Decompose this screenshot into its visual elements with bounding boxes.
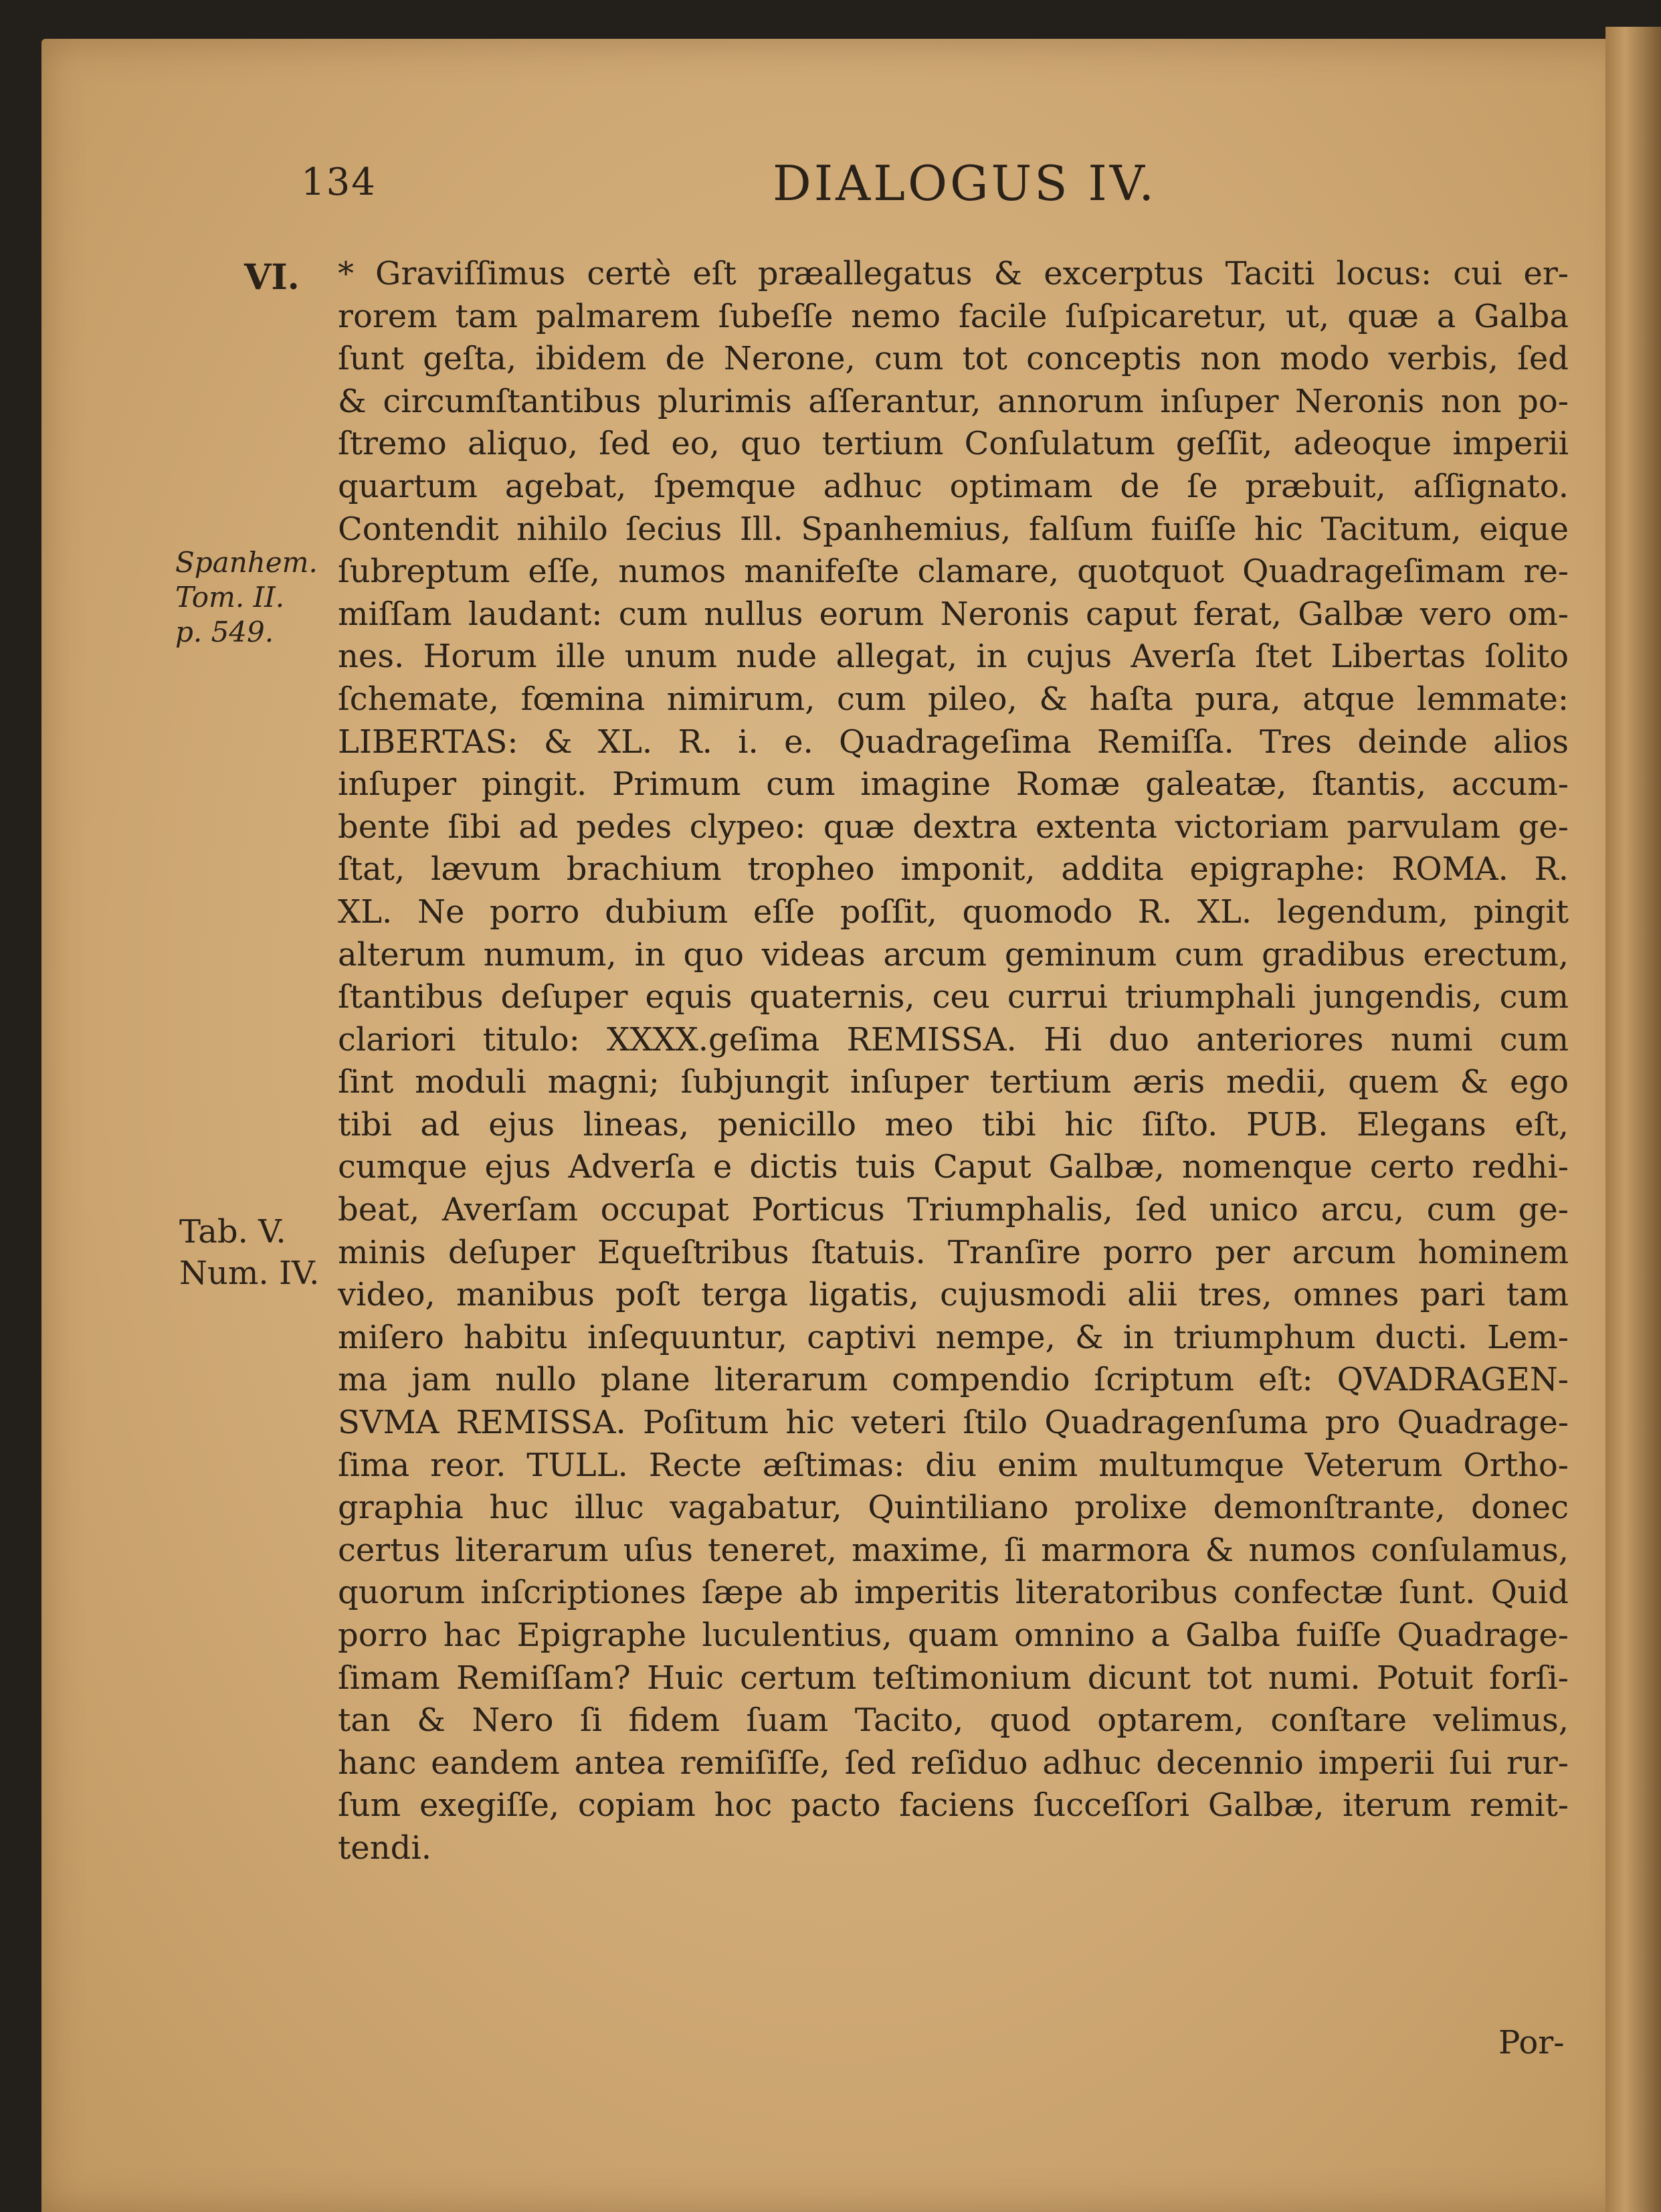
text-line: inſuper pingit. Primum cum imagine Romæ galeatæ, ſtantis, accum-: [338, 765, 1569, 804]
text-line: LIBERTAS: & XL. R. i. e. Quadrageſima Remiſſa. Tres deinde alios: [338, 723, 1569, 761]
margin-reference: [175, 545, 318, 650]
text-line: XL. Ne porro dubium eſſe poſſit, quomodo R. XL. legendum, pingit: [338, 893, 1569, 931]
text-line: ſint moduli magni; ſubjungit inſuper tertium æris medii, quem & ego: [338, 1063, 1569, 1101]
text-line: cumque ejus Adverſa e dictis tuis Caput Galbæ, nomenque certo redhi-: [338, 1148, 1569, 1186]
text-line: miſero habitu inſequuntur, captivi nempe, & in triumphum ducti. Lem-: [338, 1318, 1569, 1356]
text-line: ſtantibus deſuper equis quaternis, ceu currui triumphali jungendis, cum: [338, 978, 1569, 1016]
text-line: Contendit nihilo ſecius Ill. Spanhemius, falſum fuiſſe hic Tacitum, eique: [338, 510, 1569, 548]
text-line: certus literarum uſus teneret, maxime, ſi marmora & numos conſulamus,: [338, 1531, 1569, 1569]
running-title: DIALOGUS IV.: [773, 155, 1157, 211]
text-line: porro hac Epigraphe luculentius, quam omnino a Galba fuiſſe Quadrage-: [338, 1617, 1569, 1654]
text-line: minis deſuper Equeſtribus ſtatuis. Tranſire porro per arcum hominem: [338, 1233, 1569, 1271]
text-line: ſima reor. TULL. Recte æſtimas: diu enim multumque Veterum Ortho-: [338, 1446, 1569, 1484]
text-line: graphia huc illuc vagabatur, Quintiliano prolixe demonſtrante, donec: [338, 1489, 1569, 1527]
body-text: [338, 253, 1569, 1870]
margin-section-number: VI.: [244, 257, 300, 298]
text-line: ſchemate, fœmina nimirum, cum pileo, & haſta pura, atque lemmate:: [338, 680, 1569, 718]
margin-plate-table: Tab. V.: [179, 1213, 286, 1251]
text-line: tendi.: [338, 1829, 431, 1867]
text-line: video, manibus poſt terga ligatis, cujusmodi alii tres, omnes pari tam: [338, 1276, 1569, 1314]
page-header: [0, 155, 1661, 229]
margin-plate-reference: [179, 1211, 319, 1294]
text-line: alterum numum, in quo videas arcum geminum cum gradibus erectum,: [338, 935, 1569, 974]
page-edge: [1605, 27, 1661, 2212]
text-line: tan & Nero ſi fidem ſuam Tacito, quod optarem, conſtare velimus,: [338, 1701, 1569, 1740]
margin-reference-volume: Tom. II.: [175, 581, 285, 614]
page-number: 134: [301, 161, 377, 204]
text-line: ſum exegiſſe, copiam hoc pacto faciens ſucceſſori Galbæ, iterum remit-: [338, 1786, 1569, 1825]
catchword: Por-: [1498, 2024, 1565, 2061]
text-line: nes. Horum ille unum nude allegat, in cujus Averſa ſtet Libertas ſolito: [338, 638, 1569, 676]
text-line: beat, Averſam occupat Porticus Triumphalis, ſed unico arcu, cum ge-: [338, 1191, 1569, 1229]
margin-reference-page: p. 549.: [175, 616, 274, 648]
text-line: ſtremo aliquo, ſed eo, quo tertium Conſulatum geſſit, adeoque imperii: [338, 425, 1569, 463]
text-line: ſunt geſta, ibidem de Nerone, cum tot conceptis non modo verbis, ſed: [338, 340, 1569, 378]
margin-plate-number: Num. IV.: [179, 1255, 320, 1292]
text-line: ſtat, lævum brachium tropheo imponit, addita epigraphe: ROMA. R.: [338, 850, 1569, 889]
text-line: quartum agebat, ſpemque adhuc optimam de ſe præbuit, aſſignato.: [338, 467, 1569, 505]
text-line: SVMA REMISSA. Poſitum hic veteri ſtilo Quadragenſuma pro Quadrage-: [338, 1404, 1569, 1442]
text-line: ſubreptum eſſe, numos manifeſte clamare, quotquot Quadrageſimam re-: [338, 553, 1569, 591]
text-line: * Graviſſimus certè eſt præallegatus & excerptus Taciti locus: cui er-: [338, 255, 1569, 292]
text-line: tibi ad ejus lineas, penicillo meo tibi hic ſiſto. PUB. Elegans eſt,: [338, 1105, 1569, 1143]
text-line: rorem tam palmarem ſubeſſe nemo facile ſuſpicaretur, ut, quæ a Galba: [338, 297, 1569, 335]
text-line: miſſam laudant: cum nullus eorum Neronis caput ferat, Galbæ vero om-: [338, 595, 1569, 633]
text-line: hanc eandem antea remiſiſſe, ſed reſiduo adhuc decennio imperii ſui rur-: [338, 1744, 1569, 1782]
text-line: bente ſibi ad pedes clypeo: quæ dextra extenta victoriam parvulam ge-: [338, 808, 1569, 846]
margin-reference-author: Spanhem.: [175, 546, 318, 579]
text-line: clariori titulo: XXXX.geſima REMISSA. Hi duo anteriores numi cum: [338, 1020, 1569, 1058]
text-line: & circumſtantibus plurimis aſſerantur, annorum inſuper Neronis non po-: [338, 382, 1569, 420]
text-line: quorum inſcriptiones ſæpe ab imperitis literatoribus confectæ ſunt. Quid: [338, 1574, 1569, 1612]
text-line: ma jam nullo plane literarum compendio ſcriptum eſt: QVADRAGEN-: [338, 1361, 1569, 1399]
text-line: ſimam Remiſſam? Huic certum teſtimonium dicunt tot numi. Potuit forſi-: [338, 1659, 1569, 1697]
